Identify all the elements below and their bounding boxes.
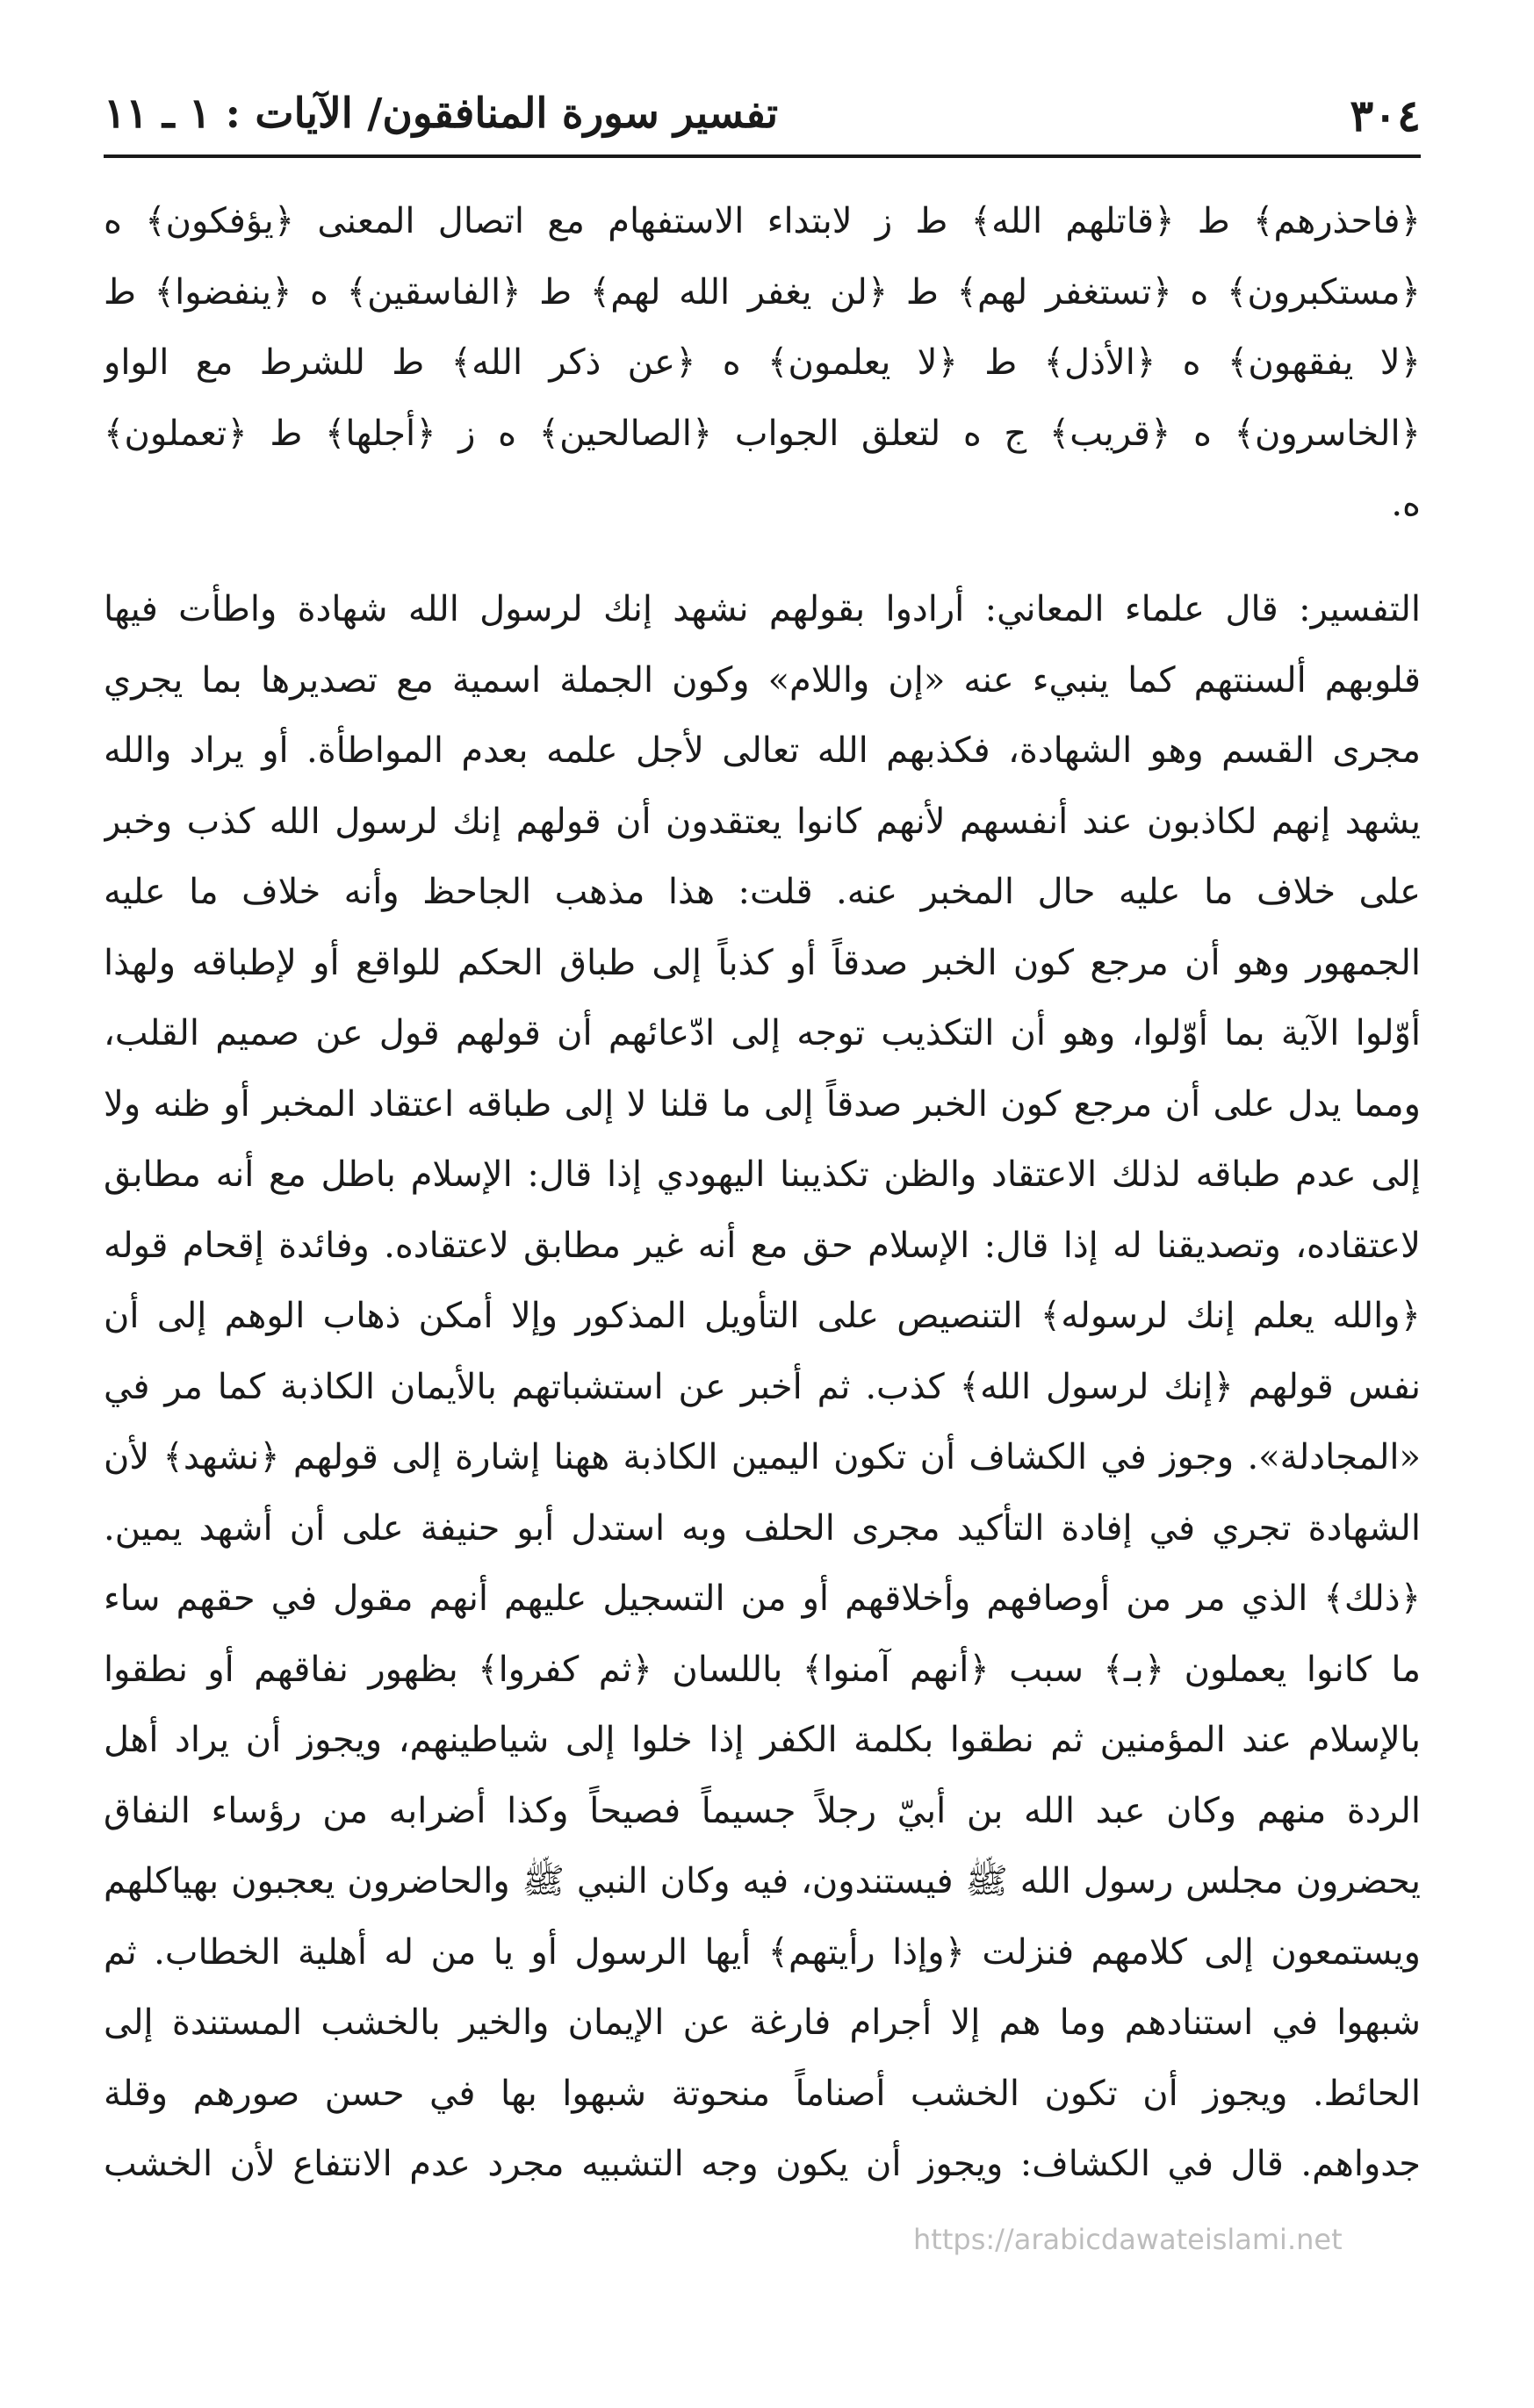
page-header <box>104 81 1421 149</box>
tafsir-line: نفس قولهم ﴿إنك لرسول الله﴾ كذب. ثم أخبر عن استشباتهم بالأيمان الكاذبة كما مر في <box>104 1366 1421 1407</box>
tafsir-line: قلوبهم ألسنتهم كما ينبيء عنه «إن واللام» وكون الجملة اسمية مع تصديرها بما يجري <box>104 659 1421 701</box>
tafsir-line: جدواهم. قال في الكشاف: ويجوز أن يكون وجه التشبيه مجرد عدم الانتفاع لأن الخشب <box>104 2144 1421 2184</box>
tafsir-line: لاعتقاده، وتصديقنا له إذا قال: الإسلام حق مع أنه غير مطابق لاعتقاده. وفائدة إقحام قوله <box>104 1225 1421 1266</box>
waqf-line: ﴿الخاسرون﴾ ه ﴿قريب﴾ ج ه لتعلق الجواب ﴿الصالحين﴾ ه ز ﴿أجلها﴾ ط ﴿تعملون﴾ <box>104 413 1421 454</box>
tafsir-section <box>104 574 1421 2200</box>
tafsir-line: الشهادة تجري في إفادة التأكيد مجرى الحلف وبه استدل أبو حنيفة على أن أشهد يمين. <box>104 1507 1421 1549</box>
source-watermark: https://arabicdawateislami.net <box>913 2223 1343 2256</box>
tafsir-line: الحائط. ويجوز أن تكون الخشب أصناماً منحوتة شبهوا بها في حسن صورهم وقلة <box>104 2073 1421 2114</box>
waqf-line: ﴿فاحذرهم﴾ ط ﴿قاتلهم الله﴾ ط ز لابتداء الاستفهام مع اتصال المعنى ﴿يؤفكون﴾ ه <box>104 201 1421 241</box>
waqf-line: ﴿مستكبرون﴾ ه ﴿تستغفر لهم﴾ ط ﴿لن يغفر الله لهم﴾ ط ﴿الفاسقين﴾ ه ﴿ينفضوا﴾ ط <box>104 271 1421 313</box>
running-title: تفسير سورة المنافقون/ الآيات : ١ ـ ١١ <box>104 90 779 138</box>
header-divider <box>104 155 1421 158</box>
tafsir-line: الجمهور وهو أن مرجع كون الخبر صدقاً أو كذباً إلى طباق الحكم للواقع أو لإطباقه ولهذا <box>104 942 1421 983</box>
page-number: ٣٠٤ <box>1350 90 1421 141</box>
tafsir-line: ﴿والله يعلم إنك لرسوله﴾ التنصيص على التأويل المذكور وإلا أمكن ذهاب الوهم إلى أن <box>104 1296 1421 1336</box>
tafsir-line: ما كانوا يعملون ﴿بـ﴾ سبب ﴿أنهم آمنوا﴾ باللسان ﴿ثم كفروا﴾ بظهور نفاقهم أو نطقوا <box>104 1649 1421 1690</box>
tafsir-line: بالإسلام عند المؤمنين ثم نطقوا بكلمة الكفر إذا خلوا إلى شياطينهم، ويجوز أن يراد أهل <box>104 1720 1421 1760</box>
tafsir-line: على خلاف ما عليه حال المخبر عنه. قلت: هذا مذهب الجاحظ وأنه خلاف ما عليه <box>104 872 1421 912</box>
tafsir-line: إلى عدم طباقه لذلك الاعتقاد والظن تكذيبنا اليهودي إذا قال: الإسلام باطل مع أنه مطابق <box>104 1154 1421 1195</box>
waqf-line: ه. <box>1391 484 1421 524</box>
tafsir-line: ﴿ذلك﴾ الذي مر من أوصافهم وأخلاقهم أو من التسجيل عليهم أنهم مقول في حقهم ساء <box>104 1578 1421 1619</box>
tafsir-line: يشهد إنهم لكاذبون عند أنفسهم لأنهم كانوا يعتقدون أن قولهم إنك لرسول الله كذب وخبر <box>104 801 1421 842</box>
tafsir-line: مجرى القسم وهو الشهادة، فكذبهم الله تعالى لأجل علمه بعدم المواطأة. أو يراد والله <box>104 730 1421 771</box>
tafsir-line: الردة منهم وكان عبد الله بن أبيّ رجلاً جسيماً فصيحاً وكذا أضرابه من رؤساء النفاق <box>104 1790 1421 1831</box>
tafsir-line: شبهوا في استنادهم وما هم إلا أجرام فارغة عن الإيمان والخير بالخشب المستندة إلى <box>104 2002 1421 2043</box>
tafsir-line: يحضرون مجلس رسول الله ﷺ فيستندون، فيه وكان النبي ﷺ والحاضرون يعجبون بهياكلهم <box>104 1861 1421 1901</box>
waqf-section <box>104 186 1421 540</box>
tafsir-line: «المجادلة». وجوز في الكشاف أن تكون اليمين الكاذبة ههنا إشارة إلى قولهم ﴿نشهد﴾ لأن <box>104 1437 1421 1477</box>
tafsir-line: أوّلوا الآية بما أوّلوا، وهو أن التكذيب توجه إلى ادّعائهم أن قولهم قول عن صميم القلب، <box>104 1013 1421 1053</box>
tafsir-line: ويستمعون إلى كلامهم فنزلت ﴿وإذا رأيتهم﴾ أيها الرسول أو يا من له أهلية الخطاب. ثم <box>104 1931 1421 1973</box>
waqf-line: ﴿لا يفقهون﴾ ه ﴿الأذل﴾ ط ﴿لا يعلمون﴾ ه ﴿عن ذكر الله﴾ ط للشرط مع الواو <box>104 342 1421 383</box>
tafsir-line: ومما يدل على أن مرجع كون الخبر صدقاً إلى ما قلنا لا إلى طباقه اعتقاد المخبر أو ظنه ولا <box>104 1083 1421 1125</box>
tafsir-line: التفسير: قال علماء المعاني: أرادوا بقولهم نشهد إنك لرسول الله شهادة واطأت فيها <box>104 589 1421 629</box>
